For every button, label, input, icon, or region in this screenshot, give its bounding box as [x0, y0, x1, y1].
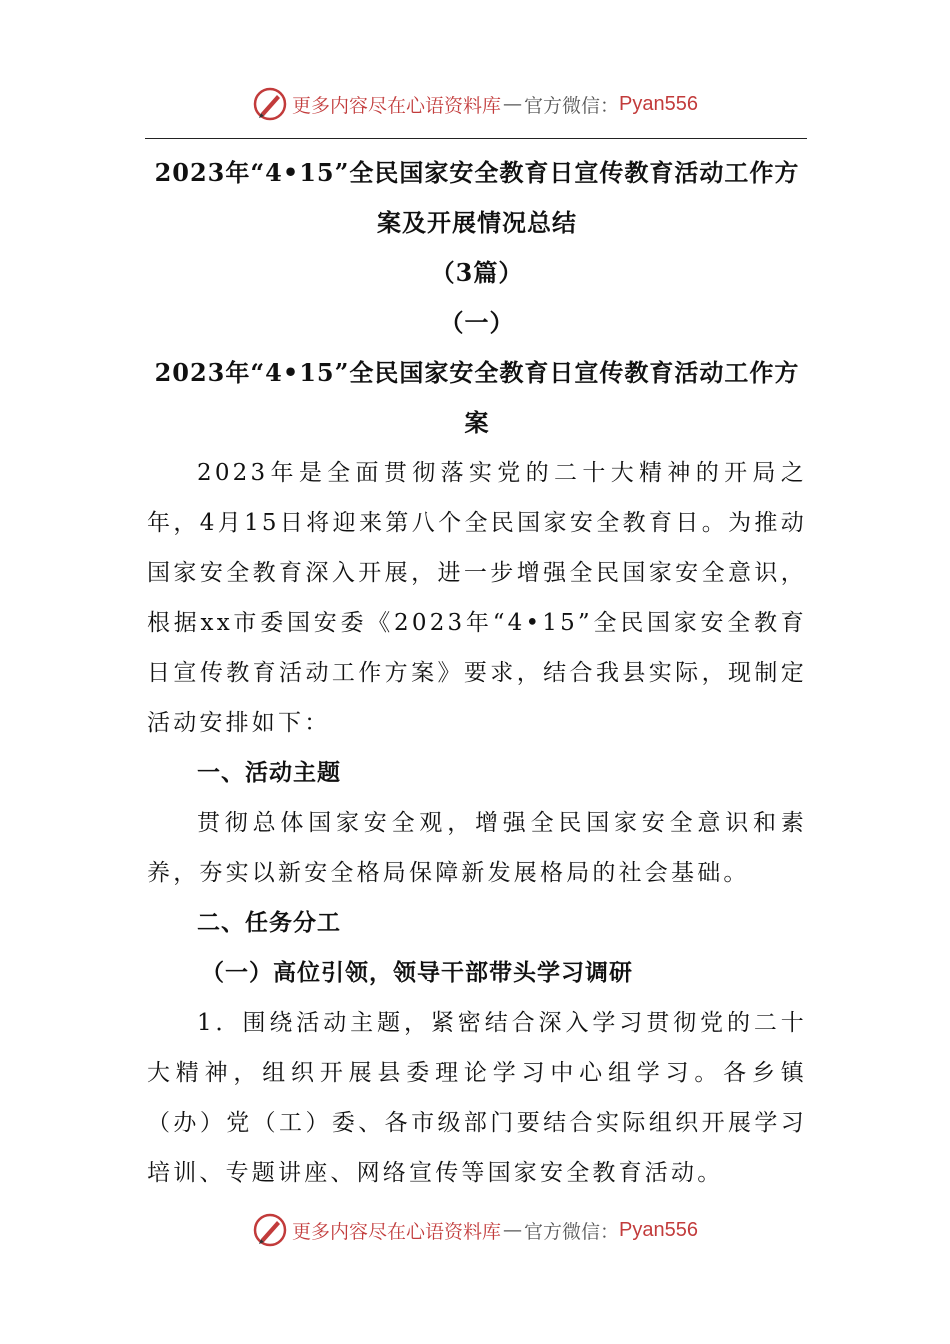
- main-title-line2: 案及开展情况总结: [377, 208, 577, 237]
- part-number: （一）: [439, 308, 515, 337]
- article-count: （3篇）: [430, 258, 524, 287]
- pen-logo-icon: [252, 86, 288, 122]
- watermark-dash: —: [503, 93, 523, 115]
- document-body: [147, 148, 807, 1198]
- watermark-text: 更多内容尽在心语资料库: [292, 1220, 502, 1243]
- intro-paragraph: 2023年是全面贯彻落实党的二十大精神的开局之年，4月15日将迎来第八个全民国家安全教育日。为推动国家安全教育深入开展，进一步增强全民国家安全意识，根据xx市委国安委《2023年“4•15”全民国家安全教育日宣传教育活动工作方案》要求，结合我县实际，现制定活动安排如下：: [147, 460, 807, 736]
- section2-heading: 二、任务分工: [197, 909, 341, 936]
- watermark-footer: [0, 1210, 950, 1250]
- watermark-label: 官方微信：: [524, 94, 620, 117]
- sub-title-line1: 2023年“4•15”全民国家安全教育日宣传教育活动工作方: [154, 358, 800, 387]
- watermark-id: Pyan556: [619, 92, 698, 115]
- watermark-text: 更多内容尽在心语资料库: [292, 94, 502, 117]
- watermark-header: [0, 84, 950, 124]
- watermark-id: Pyan556: [619, 1218, 698, 1241]
- pen-logo-icon: [252, 1212, 288, 1248]
- header-divider: [145, 138, 807, 139]
- main-title-line1: 2023年“4•15”全民国家安全教育日宣传教育活动工作方: [154, 158, 800, 187]
- section1-heading: 一、活动主题: [197, 759, 341, 786]
- section2-item1-paragraph: 1．围绕活动主题，紧密结合深入学习贯彻党的二十大精神，组织开展县委理论学习中心组学习。各乡镇（办）党（工）委、各市级部门要结合实际组织开展学习培训、专题讲座、网络宣传等国家安全教育活动。: [147, 1010, 807, 1186]
- section1-paragraph: 贯彻总体国家安全观，增强全民国家安全意识和素养，夯实以新安全格局保障新发展格局的社会基础。: [147, 810, 807, 886]
- section2-subheading: （一）高位引领，领导干部带头学习调研: [201, 959, 633, 986]
- sub-title-line2: 案: [464, 408, 490, 437]
- watermark-label: 官方微信：: [524, 1220, 620, 1243]
- watermark-dash: —: [503, 1219, 523, 1241]
